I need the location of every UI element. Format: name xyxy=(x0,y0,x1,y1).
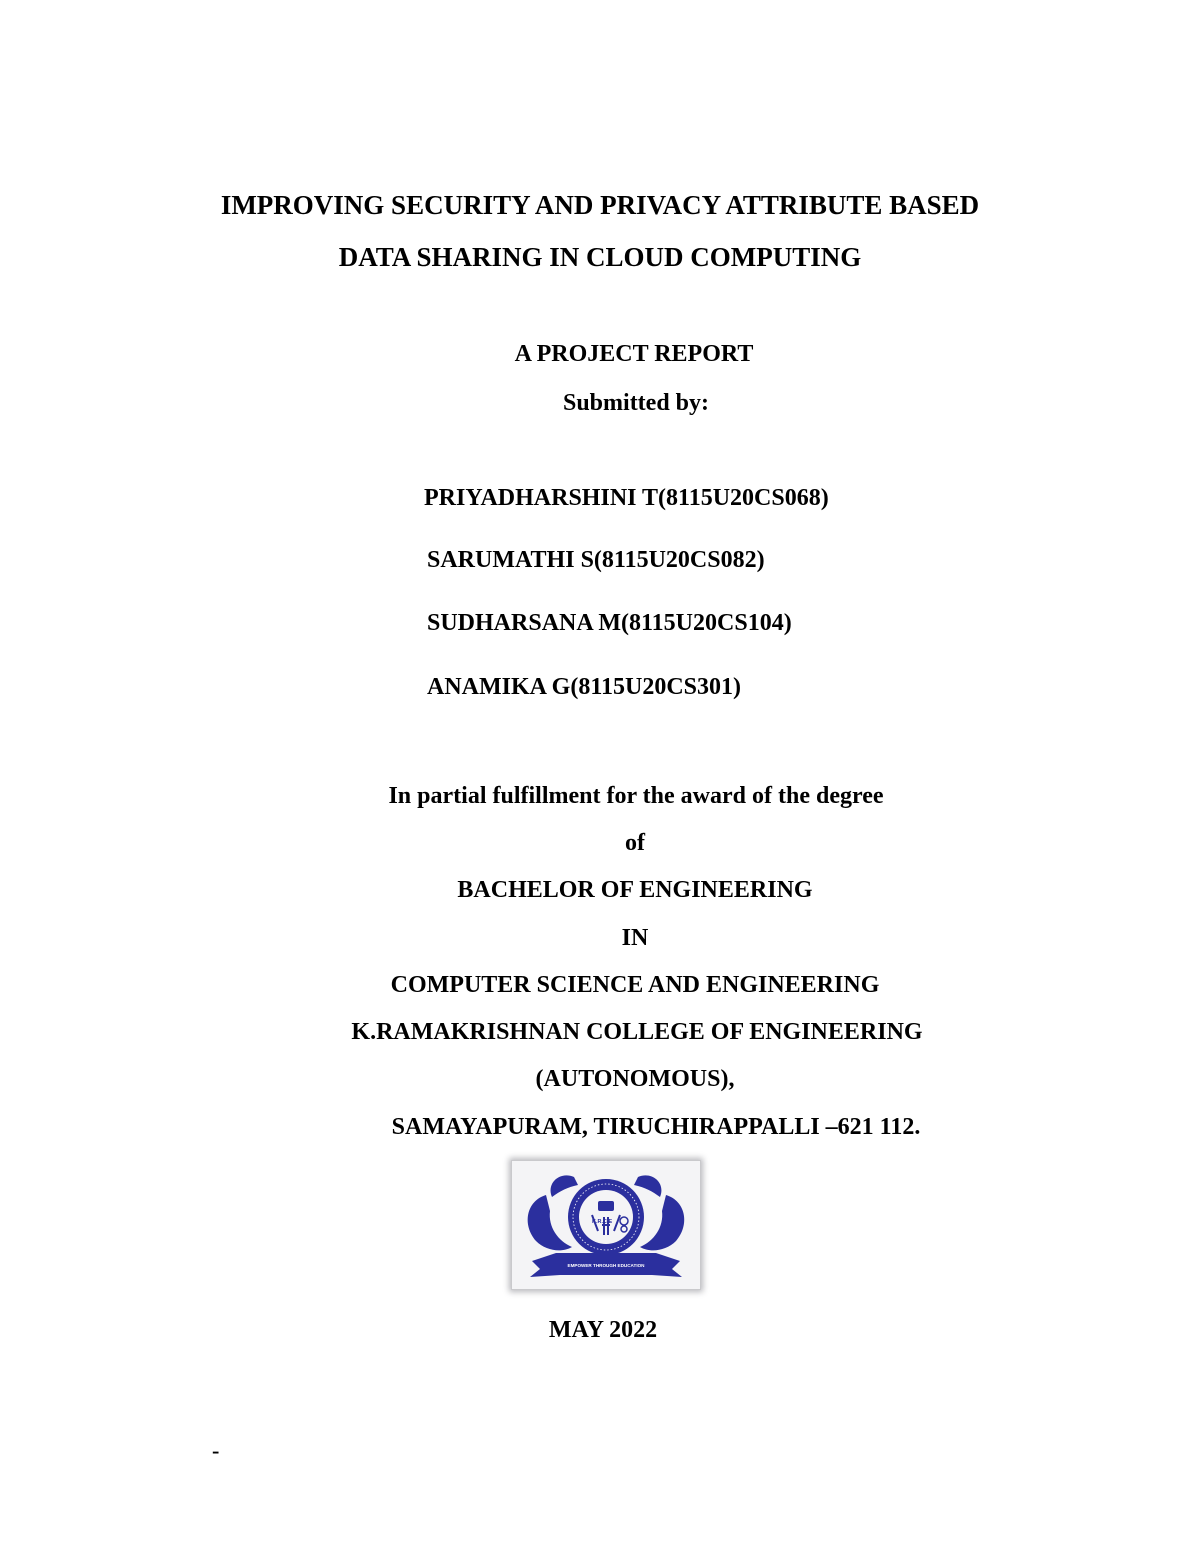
report-type: A PROJECT REPORT xyxy=(514,341,754,367)
institution-status: (AUTONOMOUS), xyxy=(535,1066,735,1092)
report-date: MAY 2022 xyxy=(548,1317,658,1343)
degree-in: IN xyxy=(621,925,649,951)
member-4: ANAMIKA G(8115U20CS301) xyxy=(427,674,742,700)
footer-mark: - xyxy=(212,1438,220,1463)
title-line-2: DATA SHARING IN CLOUD COMPUTING xyxy=(338,242,862,272)
member-2: SARUMATHI S(8115U20CS082) xyxy=(427,547,765,573)
degree-intro: In partial fulfillment for the award of the degree xyxy=(388,783,884,809)
title-line-1: IMPROVING SECURITY AND PRIVACY ATTRIBUTE BASED xyxy=(220,190,980,220)
institution-address: SAMAYAPURAM, TIRUCHIRAPPALLI –621 112. xyxy=(391,1114,921,1140)
logo-ribbon-text: EMPOWER THROUGH EDUCATION xyxy=(567,1263,645,1268)
degree-branch: COMPUTER SCIENCE AND ENGINEERING xyxy=(390,972,880,998)
degree-name: BACHELOR OF ENGINEERING xyxy=(457,877,813,903)
degree-of: of xyxy=(625,830,645,856)
logo-center-text: K.R.C.E xyxy=(592,1219,613,1225)
submitted-by-label: Submitted by: xyxy=(562,390,710,416)
member-1: PRIYADHARSHINI T(8115U20CS068) xyxy=(424,485,829,511)
member-3: SUDHARSANA M(8115U20CS104) xyxy=(427,610,792,636)
college-logo xyxy=(512,1161,700,1289)
institution-name: K.RAMAKRISHNAN COLLEGE OF ENGINEERING xyxy=(351,1019,923,1045)
college-emblem-icon xyxy=(512,1161,700,1289)
